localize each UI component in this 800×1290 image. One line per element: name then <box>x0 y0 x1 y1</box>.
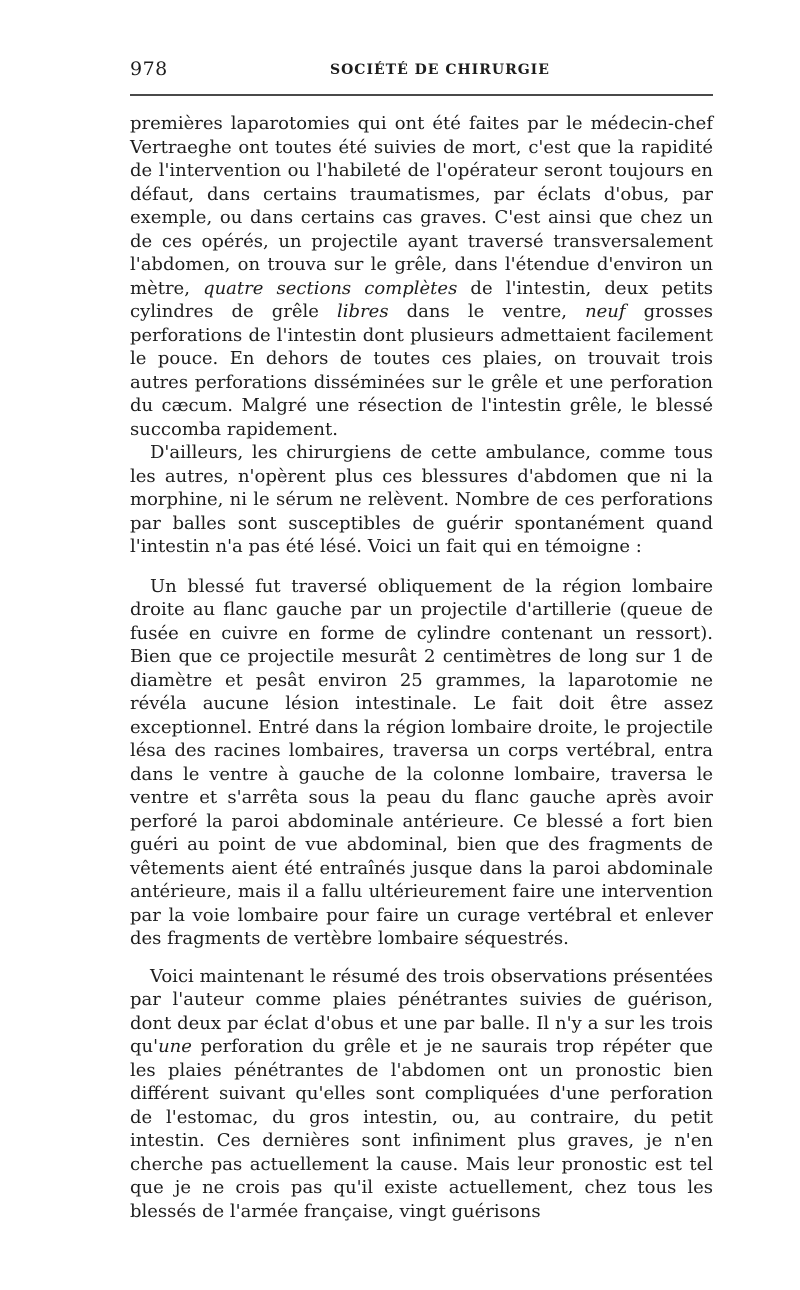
italic-segment: quatre sections complètes <box>203 277 458 299</box>
header-rule <box>130 94 713 96</box>
italic-segment: neuf <box>585 301 626 322</box>
text-segment: de l'intestin, deux petits cylindres de grêle <box>130 277 714 322</box>
paragraph-3 <box>130 575 713 951</box>
paragraph-2 <box>130 441 713 559</box>
paragraph-1 <box>130 112 713 441</box>
paragraph-4 <box>130 965 713 1224</box>
text-segment: perforation du grêle et je ne saurais trop répéter que les plaies pénétrantes de l'abdomen ont un pronostic bien différent suivant qu'elles sont compliquées d'une perforation de l'estomac, du gros intestin, ou, au contraire, du petit intestin. Ces dernières sont infiniment plus graves, je n'en cherche pas actuellement la cause. Mais leur pronostic est tel que je ne crois pas qu'il existe actuellement, chez tous les blessés de l'armée française, vingt guérisons <box>130 1036 713 1222</box>
body-text <box>130 112 713 1223</box>
page <box>130 48 713 1223</box>
text-segment: premières laparotomies qui ont été faites par le médecin-chef Vertraeghe ont toutes été suivies de mort, c'est que la rapidité de l'intervention ou l'habileté de l'opérateur seront toujours en défaut, dans certains traumatismes, par éclats d'obus, par exemple, ou dans certains cas graves. C'est ainsi que chez un de ces opérés, un projectile ayant traversé transversalement l'abdomen, on trouva sur le grêle, dans l'étendue d'environ un mètre, <box>130 113 713 299</box>
text-segment: dans le ventre, <box>388 301 586 322</box>
page-number: 978 <box>130 58 168 80</box>
running-title: SOCIÉTÉ DE CHIRURGIE <box>330 62 550 78</box>
text-segment: D'ailleurs, les chirurgiens de cette ambulance, comme tous les autres, n'opèrent plus ces blessures d'abdomen que ni la morphine, ni le sérum ne relèvent. Nombre de ces perforations par balles sont susceptibles de guérir spontanément quand l'intestin n'a pas été lésé. Voici un fait qui en témoigne : <box>130 442 713 557</box>
running-head <box>130 48 713 88</box>
italic-segment: libres <box>337 301 389 322</box>
text-segment: Un blessé fut traversé obliquement de la région lombaire droite au flanc gauche par un projectile d'artillerie (queue de fusée en cuivre en forme de cylindre contenant un ressort). Bien que ce projectile mesurât 2 centimètres de long sur 1 de diamètre et pesât environ 25 grammes, la laparotomie ne révéla aucune lésion intestinale. Le fait doit être assez exceptionnel. Entré dans la région lombaire droite, le projectile lésa des racines lombaires, traversa un corps vertébral, entra dans le ventre à gauche de la colonne lombaire, traversa le ventre et s'arrêta sous la peau du flanc gauche après avoir perforé la paroi abdominale antérieure. Ce blessé a fort bien guéri au point de vue abdominal, bien que des fragments de vêtements aient été entraînés jusque dans la paroi abdominale antérieure, mais il a fallu ultérieurement faire une intervention par la voie lombaire pour faire un curage vertébral et enlever des fragments de vertèbre lombaire séquestrés. <box>130 575 713 949</box>
italic-segment: une <box>158 1036 192 1057</box>
text-segment: Voici maintenant le résumé des trois observations présentées par l'auteur comme plaies pénétrantes suivies de guérison, dont deux par éclat d'obus et une par balle. Il n'y a sur les trois qu' <box>130 965 713 1057</box>
text-segment: grosses perforations de l'intestin dont plusieurs admettaient facilement le pouce. En dehors de toutes ces plaies, on trouvait trois autres perforations disséminées sur le grêle et une perforation du cæcum. Malgré une résection de l'intestin grêle, le blessé succomba rapidement. <box>130 301 713 440</box>
